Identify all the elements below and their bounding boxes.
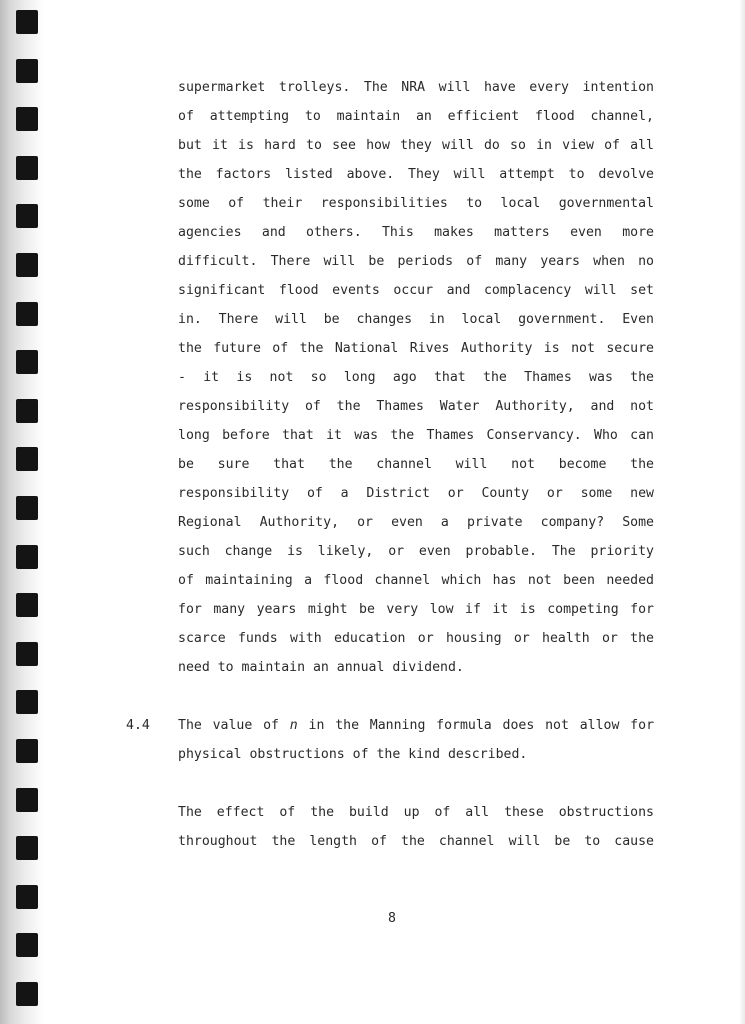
binding-hole bbox=[16, 156, 38, 180]
binding-hole bbox=[16, 350, 38, 374]
text-line: responsibility of a District or County or some new bbox=[178, 486, 654, 501]
binding-hole bbox=[16, 545, 38, 569]
binding-hole bbox=[16, 10, 38, 34]
text-line: in. There will be changes in local government. Even bbox=[178, 312, 654, 327]
section-number: 4.4 bbox=[126, 718, 150, 733]
binding-hole bbox=[16, 933, 38, 957]
text-line: need to maintain an annual dividend. bbox=[178, 660, 464, 675]
text-run: The value of bbox=[178, 718, 290, 733]
binding-hole bbox=[16, 690, 38, 714]
binding-hole bbox=[16, 836, 38, 860]
binding-hole bbox=[16, 107, 38, 131]
text-line: - it is not so long ago that the Thames was the bbox=[178, 370, 654, 385]
text-line: significant flood events occur and complacency will set bbox=[178, 283, 654, 298]
binding-hole bbox=[16, 253, 38, 277]
text-run: in the Manning formula does not allow for bbox=[297, 718, 654, 733]
text-line: but it is hard to see how they will do so in view of all bbox=[178, 138, 654, 153]
text-line: difficult. There will be periods of many years when no bbox=[178, 254, 654, 269]
text-line: some of their responsibilities to local governmental bbox=[178, 196, 654, 211]
text-line: for many years might be very low if it is competing for bbox=[178, 602, 654, 617]
binding-hole bbox=[16, 496, 38, 520]
text-line: the future of the National Rives Authority is not secure bbox=[178, 341, 654, 356]
page-number: 8 bbox=[388, 911, 396, 926]
binding-hole bbox=[16, 204, 38, 228]
text-line: Regional Authority, or even a private company? Some bbox=[178, 515, 654, 530]
text-line: agencies and others. This makes matters even more bbox=[178, 225, 654, 240]
binding-hole bbox=[16, 399, 38, 423]
binding-hole bbox=[16, 739, 38, 763]
binding-hole bbox=[16, 885, 38, 909]
text-line: physical obstructions of the kind described. bbox=[178, 747, 528, 762]
text-line: long before that it was the Thames Conservancy. Who can bbox=[178, 428, 654, 443]
text-line: scarce funds with education or housing or health or the bbox=[178, 631, 654, 646]
text-line bbox=[178, 715, 654, 737]
binding-hole bbox=[16, 593, 38, 617]
binding-hole bbox=[16, 642, 38, 666]
text-line: such change is likely, or even probable. The priority bbox=[178, 544, 654, 559]
binding-hole bbox=[16, 447, 38, 471]
binding-hole bbox=[16, 982, 38, 1006]
text-line: The effect of the build up of all these obstructions bbox=[178, 805, 654, 820]
text-line: supermarket trolleys. The NRA will have every intention bbox=[178, 80, 654, 95]
text-line: of attempting to maintain an efficient flood channel, bbox=[178, 109, 654, 124]
text-line: throughout the length of the channel will be to cause bbox=[178, 834, 654, 849]
page-edge bbox=[739, 0, 745, 1024]
binding-hole bbox=[16, 788, 38, 812]
text-line: the factors listed above. They will attempt to devolve bbox=[178, 167, 654, 182]
manning-n-symbol: n bbox=[289, 718, 298, 733]
text-line: be sure that the channel will not become the bbox=[178, 457, 654, 472]
binding-hole bbox=[16, 302, 38, 326]
text-line: of maintaining a flood channel which has not been needed bbox=[178, 573, 654, 588]
text-line: responsibility of the Thames Water Authority, and not bbox=[178, 399, 654, 414]
binding-hole bbox=[16, 59, 38, 83]
